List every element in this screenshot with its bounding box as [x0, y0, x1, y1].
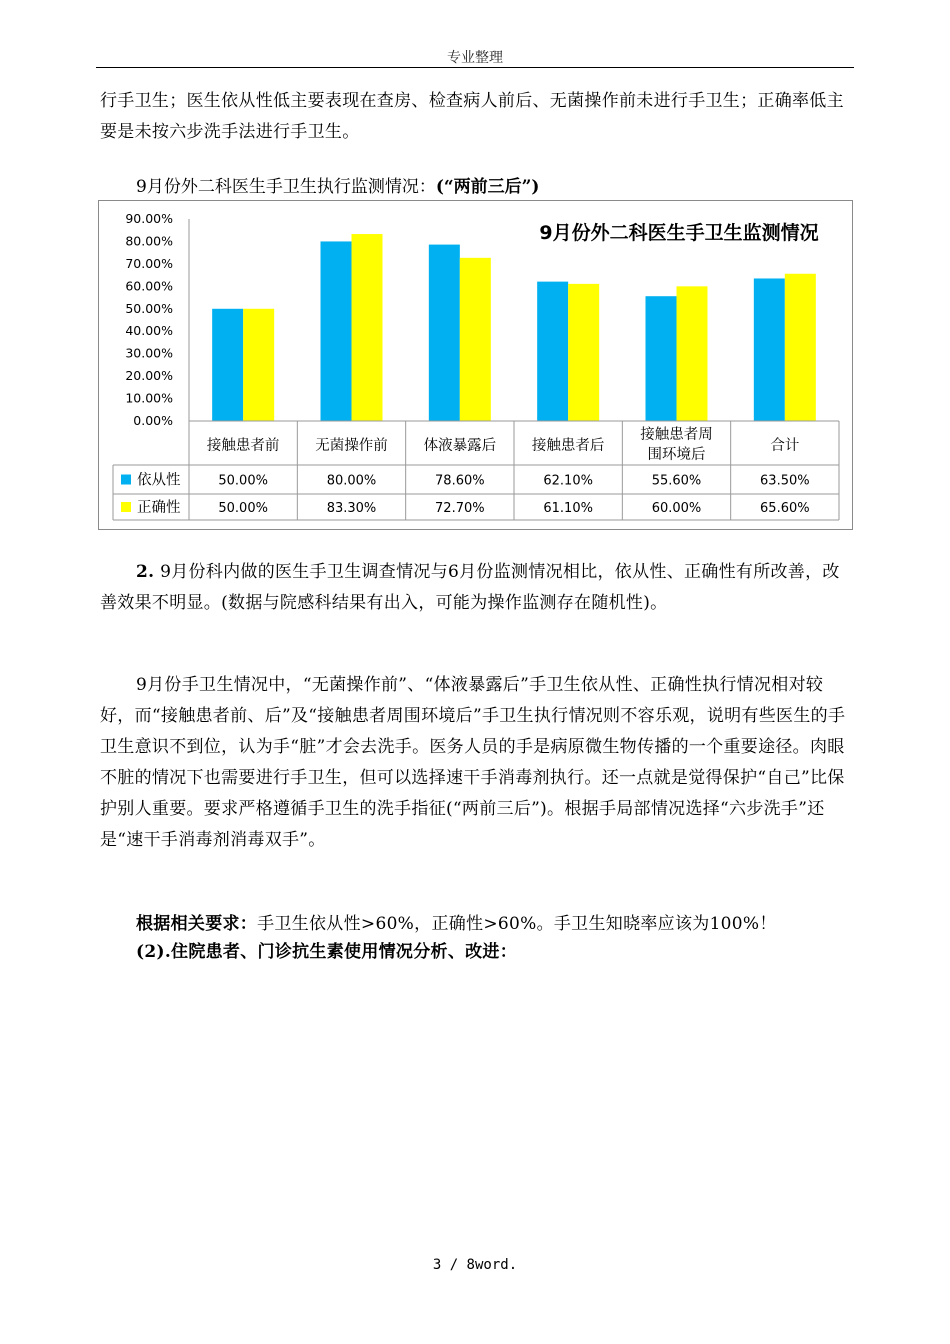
y-tick-label: 70.00%	[125, 255, 173, 271]
y-tick-label: 20.00%	[125, 368, 173, 384]
data-label: 60.00%	[651, 501, 702, 516]
bar-compliance	[646, 296, 677, 421]
requirement-line	[100, 910, 856, 938]
category-label: 围环境后	[647, 447, 706, 463]
category-label: 合计	[770, 438, 800, 454]
requirement-label: 根据相关要求：	[136, 914, 258, 934]
bar-correctness	[243, 309, 274, 421]
legend-label: 依从性	[137, 472, 181, 489]
bar-correctness	[677, 286, 708, 421]
bar-compliance	[754, 278, 785, 421]
section-heading	[100, 938, 856, 966]
requirement-text: 手卫生依从性>60%，正确性>60%。手卫生知晓率应该为100%！	[257, 914, 777, 934]
y-tick-label: 40.00%	[125, 323, 173, 339]
y-tick-label: 60.00%	[125, 278, 173, 294]
bar-correctness	[460, 258, 491, 421]
chart-frame	[98, 200, 853, 530]
bar-correctness	[568, 284, 599, 421]
paragraph-2	[100, 557, 856, 619]
header-rule	[96, 67, 854, 68]
category-label: 体液暴露后	[423, 438, 497, 454]
bar-correctness	[785, 274, 816, 421]
bar-compliance	[212, 309, 243, 421]
data-label: 78.60%	[435, 473, 485, 489]
category-label: 无菌操作前	[315, 438, 388, 454]
y-tick-label: 30.00%	[125, 345, 173, 361]
category-label: 接触患者周	[640, 427, 713, 443]
data-label: 50.00%	[218, 501, 268, 516]
legend-key-compliance	[121, 475, 131, 485]
category-label: 接触患者前	[206, 438, 280, 454]
chart-title: 9月份外二科医生手卫生监测情况	[539, 222, 819, 244]
data-label: 80.00%	[326, 473, 377, 489]
caption-text: 9月份外二科医生手卫生执行监测情况：	[136, 177, 436, 197]
data-label: 61.10%	[543, 501, 593, 516]
bar-chart	[99, 201, 852, 529]
data-label: 65.60%	[760, 501, 810, 516]
data-label: 72.70%	[435, 501, 485, 516]
data-label: 62.10%	[543, 473, 593, 489]
section-heading-text: (2).住院患者、门诊抗生素使用情况分析、改进：	[136, 942, 518, 962]
paragraph-3-text: 9月份手卫生情况中，“无菌操作前”、“体液暴露后”手卫生依从性、正确性执行情况相对较好，而“接触患者前、后”及“接触患者周围环境后”手卫生执行情况则不容乐观，说明有些医生的手卫生意识不到位，认为手“脏”才会去洗手。医务人员的手是病原微生物传播的一个重要途径。肉眼不脏的情况下也需要进行手卫生，但可以选择速干手消毒剂执行。还一点就是觉得保护“自己”比保护别人重要。要求严格遵循手卫生的洗手指征(“两前三后”)。根据手局部情况选择“六步洗手”还是“速干手消毒剂消毒双手”。	[100, 675, 846, 850]
bar-compliance	[321, 241, 352, 421]
paragraph-2-text: 9月份科内做的医生手卫生调查情况与6月份监测情况相比，依从性、正确性有所改善，改善效果不明显。(数据与院感科结果有出入，可能为操作监测存在随机性)。	[100, 562, 840, 613]
data-label: 63.50%	[760, 473, 810, 489]
y-tick-label: 90.00%	[125, 211, 173, 226]
data-label: 55.60%	[651, 473, 702, 489]
y-tick-label: 50.00%	[125, 300, 173, 316]
y-tick-label: 80.00%	[125, 233, 173, 249]
bar-compliance	[429, 245, 460, 421]
paragraph-4	[100, 910, 856, 966]
paragraph-1: 行手卫生；医生依从性低主要表现在查房、检查病人前后、无菌操作前未进行手卫生；正确率低主要是未按六步洗手法进行手卫生。	[100, 91, 844, 142]
bar-compliance	[537, 282, 568, 421]
legend-label: 正确性	[137, 500, 181, 516]
chart-caption	[136, 172, 539, 197]
data-label: 83.30%	[326, 501, 377, 516]
paragraph-3	[100, 670, 856, 856]
data-label: 50.00%	[218, 473, 268, 489]
y-tick-label: 10.00%	[125, 390, 173, 406]
legend-key-correctness	[121, 502, 131, 512]
page-footer: 3 / 8word.	[432, 1257, 518, 1273]
caption-bold: (“两前三后”)	[435, 177, 540, 197]
y-tick-label: 0.00%	[133, 413, 173, 428]
paragraph-2-number: 2.	[136, 562, 155, 582]
bar-correctness	[352, 234, 383, 421]
page-header-title: 专业整理	[447, 50, 503, 66]
category-label: 接触患者后	[531, 438, 605, 454]
